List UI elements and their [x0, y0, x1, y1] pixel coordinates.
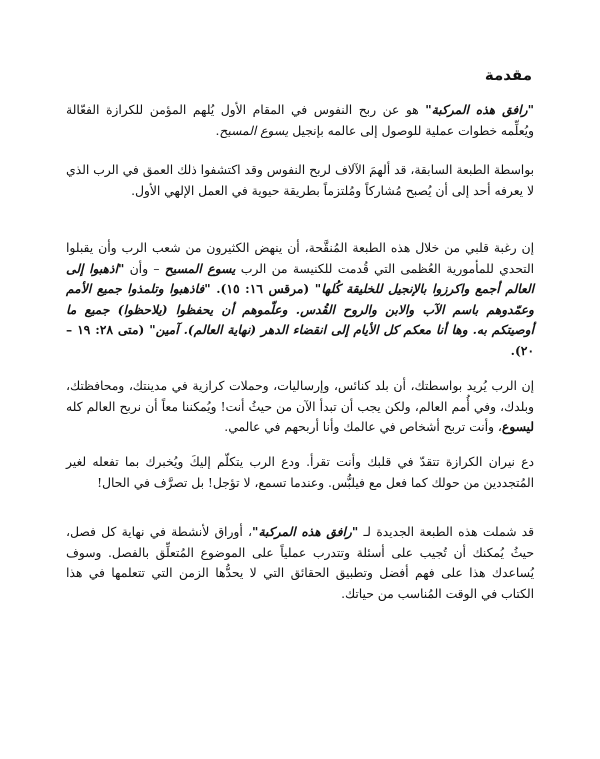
page-title: مقدمة [484, 66, 532, 84]
p3-text-run: إن رغبة قلبي من خلال هذه الطبعة المُنقَّحة، أن ينهض الكثيرون من شعب الرب وأن يقبلوا التحدي للمأمورية العُظمى التي قُدمت للكنيسة من الرب [66, 241, 535, 276]
paragraph-1 [66, 100, 534, 141]
p4-text-run: ليسوع [501, 419, 534, 435]
p6-text-run: "رافق هذه المركبة" [252, 524, 359, 539]
p1-text-run: "رافق هذه المركبة" [425, 102, 534, 117]
p3-text-run: يسوع المسيح [164, 260, 236, 276]
p3-text-run: (متى ٢٨: ١٩ – ٢٠). [66, 322, 534, 358]
p4-text-run: إن الرب يُريد بواسطتك، أن بلد كنائس، وإرساليات، وحملات كرازية في مدينتك، ومحافظتك، وبلدك، وفي أُمم العالم، ولكن يجب أن تبدأ الآن من حيثُ أنت! ويُمكننا معاً أن نربح العالم كله [66, 379, 534, 414]
p3-text-run: – وأن [124, 261, 165, 276]
p6-text-run: قد شملت هذه الطبعة الجديدة لـ [358, 525, 534, 539]
p1-text-run: . [215, 123, 220, 138]
p1-text-run: هو عن ربح النفوس في المقام الأول يُلهم المؤمن للكرازة الفعّالة ويُعلِّمه خطوات عملية للوصول إلى عالمه بإنجيل [66, 103, 534, 138]
p3-text-run: "اذهبوا إلى العالم أجمع واكرزوا بالإنجيل للخليقة كُلها" [66, 260, 534, 297]
p6-text-run: ، أوراق لأنشطة في نهاية كل فصل، حيثُ يُمكنك أن تُجيب على أسئلة وتتدرب عملياً على الموضوع المُتعلِّق بالفصل. وسوف يُساعدك هذا على فهم أفضل وتطبيق الحقائق التي لا يحدُّها الزمن التي تتعلمها في هذا الكتاب في الوقت المُناسب من حياتك. [66, 525, 534, 601]
paragraph-4 [66, 376, 534, 438]
paragraph-3 [66, 238, 534, 362]
p3-text-run: "فاذهبوا وتلمذوا جميع الأمم وعمّدوهم باسم الآب والابن والروح القُدس. وعلّموهم أن يحفظوا (يلاحظوا) جميع ما أوصيتكم به. وها أنا معكم كل الأيام إلى انقضاء الدهر (نهاية العالم). آمين" [66, 281, 534, 338]
paragraph-2 [66, 160, 534, 201]
p4-text-run: ، وأنت تربح أشخاص في عالمك وأنا أربحهم في عالمي. [224, 420, 502, 435]
p5-text-run: دع نيران الكرازة تتقدّ في قلبك وأنت تقرأ. ودع الرب يتكلّم إليكَ ويُخبرك بما تفعله لغير المُتجددين من حولك كما فعل مع فيلبُّس. وعندما تسمع، لا تؤجل! بل تصرَّف في الحال! [66, 455, 534, 490]
paragraph-6 [66, 522, 534, 604]
p2-text-run: بواسطة الطبعة السابقة، قد ألهمَ الآلاف لربح النفوس وقد اكتشفوا ذلك العمق في الرب الذي لا يعرفه أحد إلى أن يُصبح مُشاركاً ومُلتزماً بطريقة حيوية في العمل الإلهي الأول. [66, 163, 534, 198]
p3-text-run: (مرقس ١٦: ١٥). [210, 281, 315, 297]
paragraph-5 [66, 452, 534, 493]
p1-text-run: يسوع المسيح [219, 123, 289, 138]
